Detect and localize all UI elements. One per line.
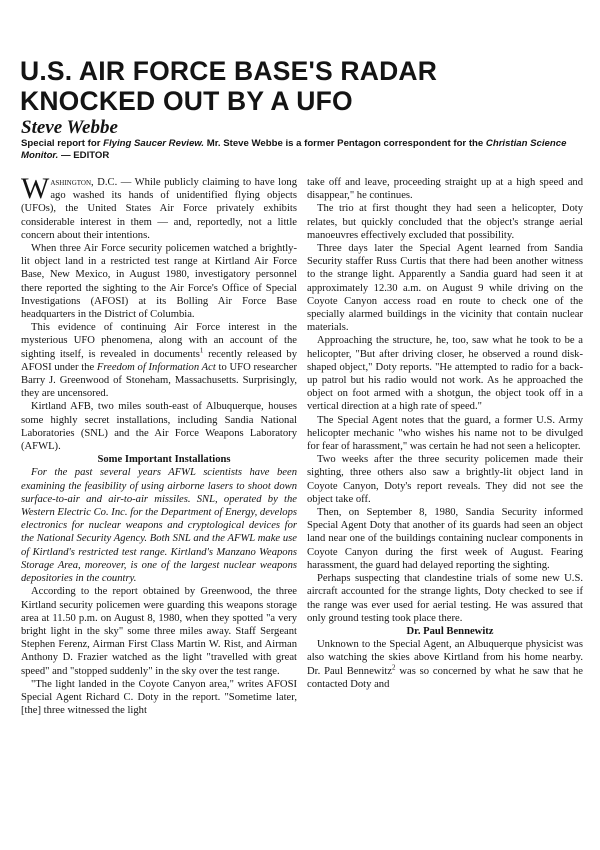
editor-intro <box>21 138 581 162</box>
paragraph: Kirtland AFB, two miles south-east of Albuquerque, houses some highly secret installations, including Sandia National Laboratories (SNL) and the Air Force Weapons Laboratory (AFWL). <box>21 401 297 453</box>
paragraph-opening <box>21 172 298 242</box>
author-byline: Steve Webbe <box>21 117 118 138</box>
paragraph-text: recently released by AFOSI under the <box>21 348 297 373</box>
intro-newspaper: Christian Science Monitor. <box>21 138 567 161</box>
intro-text-1: Special report for <box>21 138 104 149</box>
footnote-ref-2: 2 <box>392 662 396 671</box>
paragraph: Perhaps suspecting that clandestine trials of some new U.S. aircraft accounted for the strange lights, Doty checked to see if the range was ever used for aerial testing. He was assured that only ground testing took place there. <box>307 573 583 624</box>
opening-text: — While publicly claiming to have long ago washed its hands of unidentified flying objects (UFOs), the United States Air Force privately exhibits considerable interest in them — and, reportedly, not a little concern about their intentions. <box>21 177 298 241</box>
left-column <box>21 172 298 717</box>
paragraph: The trio at first thought they had seen a helicopter, Doty relates, but quickly concluded that the object's strange aerial manoeuvres effectively excluded that possibility. <box>307 203 583 241</box>
paragraph-text: was so concerned by what he saw that he contacted Doty and <box>307 665 583 690</box>
subheading-installations: Some Important Installations <box>97 454 231 466</box>
foia-title: Freedom of Information Act <box>96 361 216 373</box>
paragraph: Three days later the Special Agent learned from Sandia Security staffer Russ Curtis that there had been another witness to the strange light. Apparently a Sandia guard had seen it at approximately 12.30 a.m. on August 9 while driving on the Coyote Canyon access road en route to check one of the specially alarmed buildings in the vicinity that contain nuclear materials. <box>307 243 583 334</box>
paragraph: The Special Agent notes that the guard, a former U.S. Army helicopter mechanic "who wishes his name not to be divulged for fear of harassment," was certain he had not seen a helicopter. <box>307 414 583 453</box>
paragraph-text: to UFO researcher Barry J. Greenwood of Stoneham, Massachusetts. Surprisingly, they are uncensored. <box>21 361 297 400</box>
headline-line-2: KNOCKED OUT BY A UFO <box>20 86 353 116</box>
dateline: ashington, D.C. <box>50 177 118 188</box>
paragraph-bennewitz <box>307 638 583 691</box>
intro-text-3: — EDITOR <box>58 150 110 161</box>
paragraph: According to the report obtained by Greenwood, the three Kirtland security policemen were guarding this weapons storage area at 11.50 p.m. on August 8, 1980, when they spotted "a very bright light in the sky" some three miles away. Staff Sergeant Stephen Ferenz, Airman First Class Martin W. Rist, and Airman Anthony D. Frazier watched as the light "travelled with great speed" and "stopped suddenly" in the sky over the test range. <box>21 586 297 677</box>
headline-line-1: U.S. AIR FORCE BASE'S RADAR <box>20 56 438 86</box>
article-headline <box>20 56 580 116</box>
paragraph-text: This evidence of continuing Air Force interest in the mysterious UFO phenomena, along with an account of the sighting itself, is revealed in documents <box>21 322 297 360</box>
italic-paragraph: For the past several years AFWL scientists have been examining the feasibility of using airborne lasers to shoot down surface-to-air and air-to-air missiles. SNL, operated by the Western Electric Co. Inc. for the Department of Energy, develops electronics for nuclear weapons and cryptological devices for the National Security Agency. Both SNL and the AFWL make use of Kirtland's restricted test range. Kirtland's Manzano Weapons Storage Area, moreover, is one of the largest nuclear weapons depositories in the country. <box>21 467 297 585</box>
italic-sidebar <box>21 466 297 585</box>
paragraph: Approaching the structure, he, too, saw what he took to be a helicopter, "But after driving closer, he observed a round disk-shaped object," Doty reports. "He attempted to radio for a back-up patrol but his radio would not work. As he approached the object on foot armed with a shotgun, the object took off in a vertical direction at a high rate of speed." <box>307 335 583 413</box>
paragraph-documents <box>21 321 297 400</box>
drop-cap: W <box>21 172 50 205</box>
paragraph: Then, on September 8, 1980, Sandia Security informed Special Agent Doty that another of its guards had seen an object land near one of the buildings containing nuclear components in Coyote Canyon during the first week of August. Fearing harassment, the guard had delayed reporting the sighting. <box>307 507 583 571</box>
footnote-ref-1: 1 <box>199 346 204 355</box>
paragraph: Two weeks after the three security policemen made their sighting, three others also saw a brightly-lit object land in Coyote Canyon, Doty's report reveals. They did not see the object take off. <box>307 454 583 505</box>
intro-publication: Flying Saucer Review. <box>103 138 205 149</box>
paragraph: "The light landed in the Coyote Canyon area," writes AFOSI Special Agent Richard C. Doty in the report. "Sometime later, [the] three witnessed the light <box>21 678 297 717</box>
intro-text-2: Mr. Steve Webbe is a former Pentagon correspondent for the <box>204 138 486 149</box>
subheading-bennewitz: Dr. Paul Bennewitz <box>406 625 494 637</box>
paragraph-continued: take off and leave, proceeding straight up at a high speed and disappear," he continues. <box>307 177 583 202</box>
paragraph: When three Air Force security policemen watched a brightly-lit object land in a restricted test range at Kirtland Air Force Base, New Mexico, in August 1980, investigatory personnel there reported the sighting to the Air Force's Office of Special Investigations (AFOSI) at its Bolling Air Force Base headquarters in the District of Columbia. <box>21 243 297 321</box>
right-column <box>307 176 583 691</box>
paragraph-text: Unknown to the Special Agent, an Albuquerque physicist was also watching the skies above Kirtland from his home nearby. Dr. Paul Bennewitz <box>307 639 583 677</box>
